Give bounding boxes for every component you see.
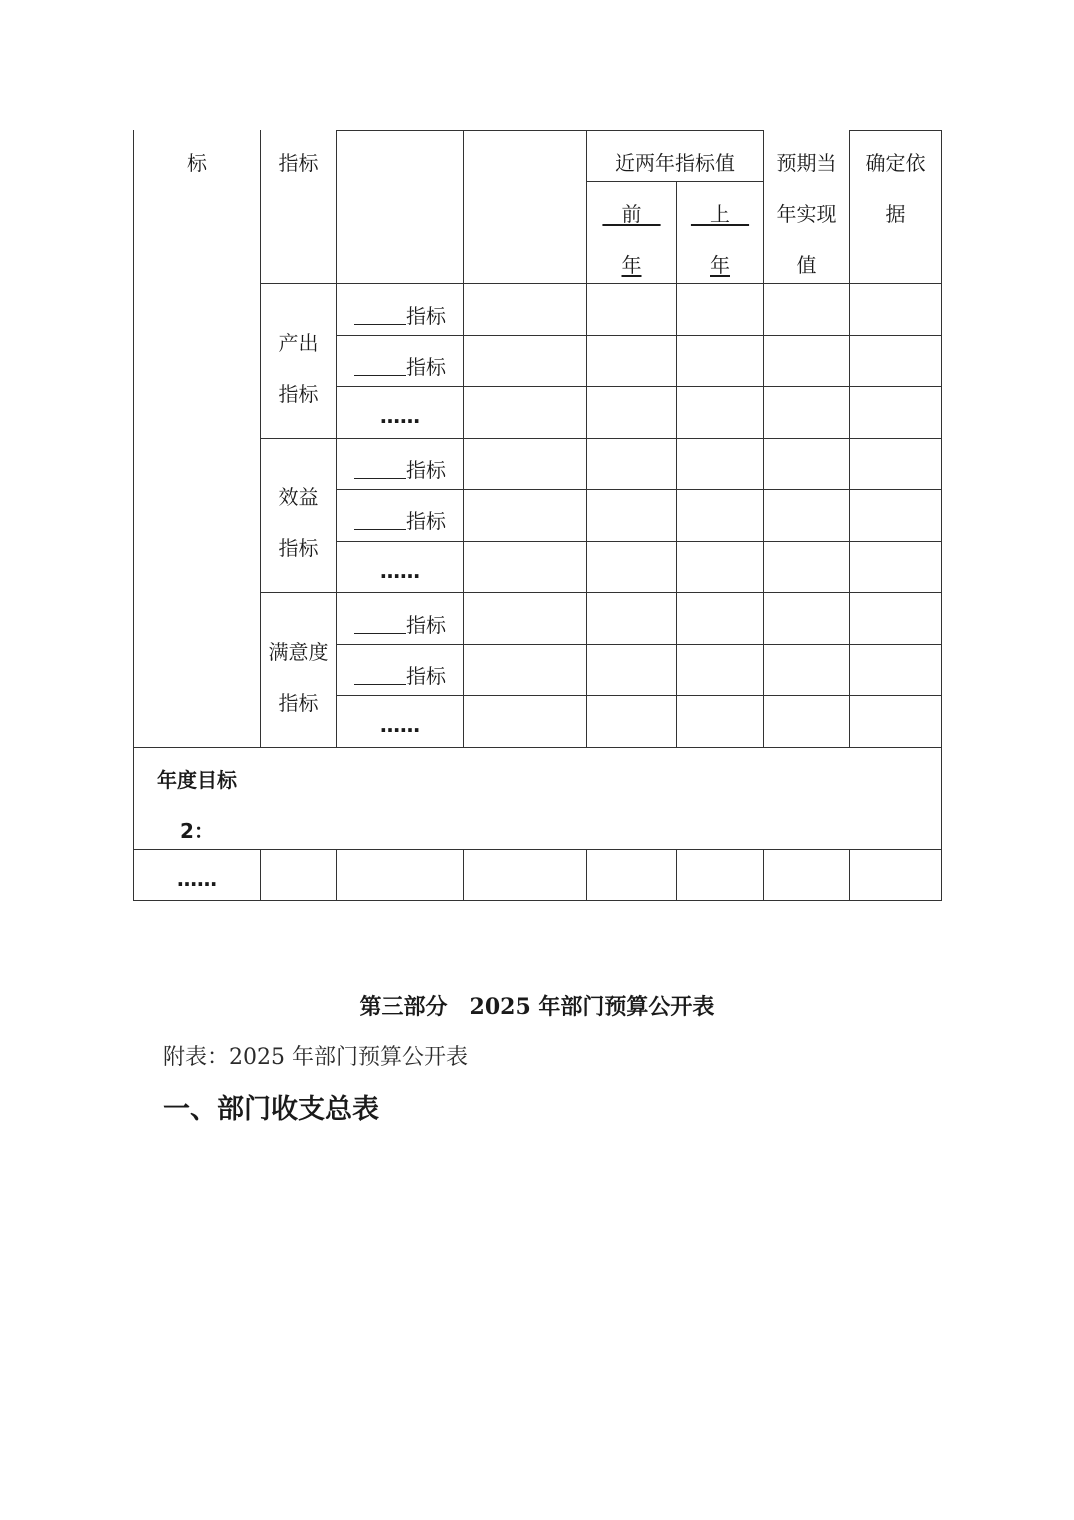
indicator-row <box>337 291 463 342</box>
header-last-year-2 <box>677 240 763 291</box>
appendix-caption: 附表：2025 年部门预算公开表 <box>163 1045 468 1070</box>
expected-line-1: 预期当 <box>776 151 837 175</box>
header-last-year <box>677 189 763 240</box>
indicator-label: 指标 <box>406 509 446 533</box>
indicator-label: 指标 <box>406 355 446 379</box>
last-year-line1 <box>691 202 749 226</box>
group-output-line1: 产出 <box>278 331 319 355</box>
annual-goal-line2: 2： <box>180 819 214 843</box>
indicator-label: 指标 <box>406 458 446 482</box>
expected-line-3: 值 <box>796 253 817 277</box>
heading-income-expense-summary: 一、部门收支总表 <box>163 1094 379 1125</box>
last-year-text1: 上 <box>710 202 730 226</box>
indicator-row <box>337 445 463 496</box>
basis-line-2: 据 <box>885 202 906 226</box>
basis-line-1: 确定依 <box>865 151 926 175</box>
group-satisfaction-line2: 指标 <box>278 691 319 715</box>
indicator-label: 指标 <box>406 304 446 328</box>
prev-year-text2: 年 <box>621 253 642 277</box>
indicator-row <box>337 496 463 547</box>
header-basis <box>850 138 941 240</box>
annual-goal-2-label <box>134 755 260 857</box>
group-benefit-label <box>261 472 336 574</box>
indicator-label: 指标 <box>406 664 446 688</box>
blank-line <box>354 613 406 634</box>
indicator-row <box>337 651 463 702</box>
blank-line <box>354 509 406 530</box>
last-row-ellipsis: …… <box>177 867 217 891</box>
group-benefit-line2: 指标 <box>278 536 319 560</box>
group-benefit-line1: 效益 <box>278 485 319 509</box>
blank-line <box>354 458 406 479</box>
expected-line-2: 年实现 <box>776 202 837 226</box>
header-expected-value <box>764 138 849 291</box>
ellipsis-row: …… <box>380 713 420 737</box>
indicator-label: 指标 <box>406 613 446 637</box>
indicator-row <box>337 342 463 393</box>
blank-line <box>354 355 406 376</box>
blank-line <box>354 304 406 325</box>
annual-goal-line1: 年度目标 <box>157 768 237 792</box>
header-prev-year-2 <box>587 240 676 291</box>
indicator-row <box>337 600 463 651</box>
section-title: 第三部分 2025 年部门预算公开表 <box>359 994 715 1020</box>
group-satisfaction-line1: 满意度 <box>268 640 329 664</box>
last-year-text2: 年 <box>710 253 730 277</box>
header-prev-year <box>587 189 676 240</box>
prev-year-line1 <box>602 202 660 226</box>
header-recent-values: 近两年指标值 <box>615 151 735 175</box>
group-satisfaction-label <box>261 627 336 729</box>
ellipsis-row: …… <box>380 404 420 428</box>
group-output-label <box>261 318 336 420</box>
header-col2: 指标 <box>278 151 319 175</box>
prev-year-text1: 前 <box>621 202 642 226</box>
ellipsis-row: …… <box>380 559 420 583</box>
group-output-line2: 指标 <box>278 382 319 406</box>
header-col1: 标 <box>187 151 207 175</box>
blank-line <box>354 664 406 685</box>
